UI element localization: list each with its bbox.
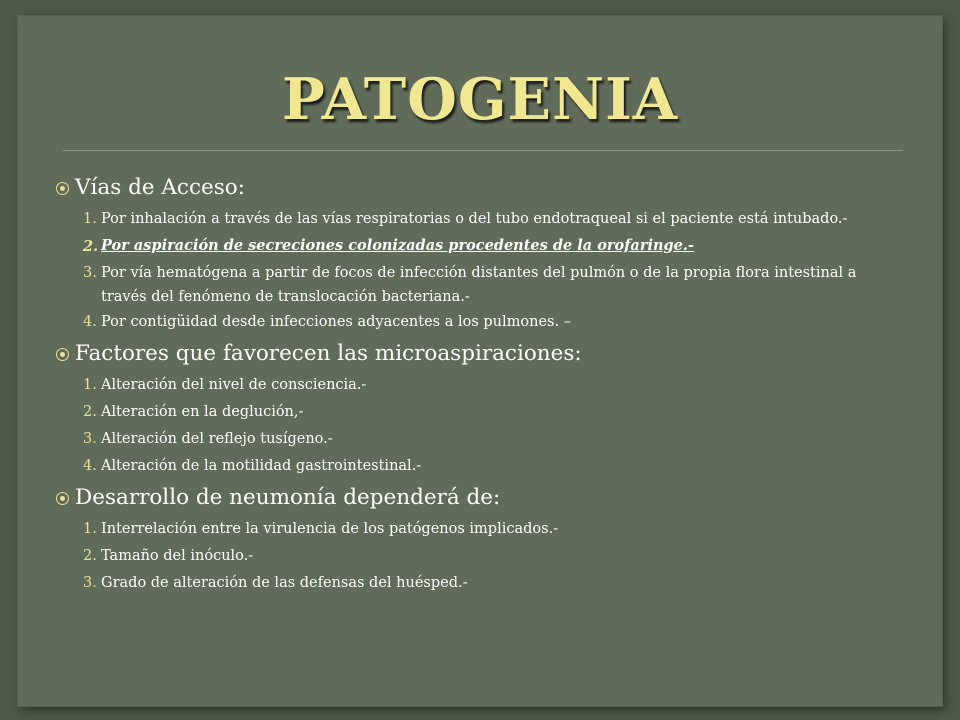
list-item: 2. Por aspiración de secreciones colonizadas procedentes de la orofaringe.- [83,237,694,255]
list-item: 2. Alteración en la deglución,- [83,404,304,420]
list-item: 1. Interrelación entre la virulencia de los patógenos implicados.- [83,521,559,537]
section-heading: Desarrollo de neumonía dependerá de: [75,485,501,510]
title-divider [63,150,903,151]
numbered-list [56,206,896,336]
circle-bullet-icon [56,348,69,361]
list-item: 3. Alteración del reflejo tusígeno.- [83,431,333,447]
list-item: 1. Alteración del nivel de consciencia.- [83,377,367,393]
section-heading: Factores que favorecen las microaspiraciones: [75,341,582,366]
list-item: 3. Por vía hematógena a partir de focos de infección distantes del pulmón o de la propia flora intestinal a través del fenómeno de translocación bacteriana.- [83,265,857,305]
numbered-list [56,516,896,597]
section-heading: Vías de Acceso: [75,175,245,200]
slide-content [56,174,896,601]
circle-bullet-icon [56,492,69,505]
circle-bullet-icon [56,182,69,195]
list-item: 2. Tamaño del inóculo.- [83,548,254,564]
section-desarrollo [56,484,896,597]
slide-title: PATOGENIA [281,66,678,133]
list-item: 1. Por inhalación a través de las vías respiratorias o del tubo endotraqueal si el paciente está intubado.- [83,211,848,227]
numbered-list [56,372,896,480]
list-item: 4. Alteración de la motilidad gastrointestinal.- [83,458,422,474]
section-vias-de-acceso [56,174,896,336]
list-item: 3. Grado de alteración de las defensas del huésped.- [83,575,468,591]
section-factores [56,340,896,480]
list-item: 4. Por contigüidad desde infecciones adyacentes a los pulmones. – [83,314,571,330]
